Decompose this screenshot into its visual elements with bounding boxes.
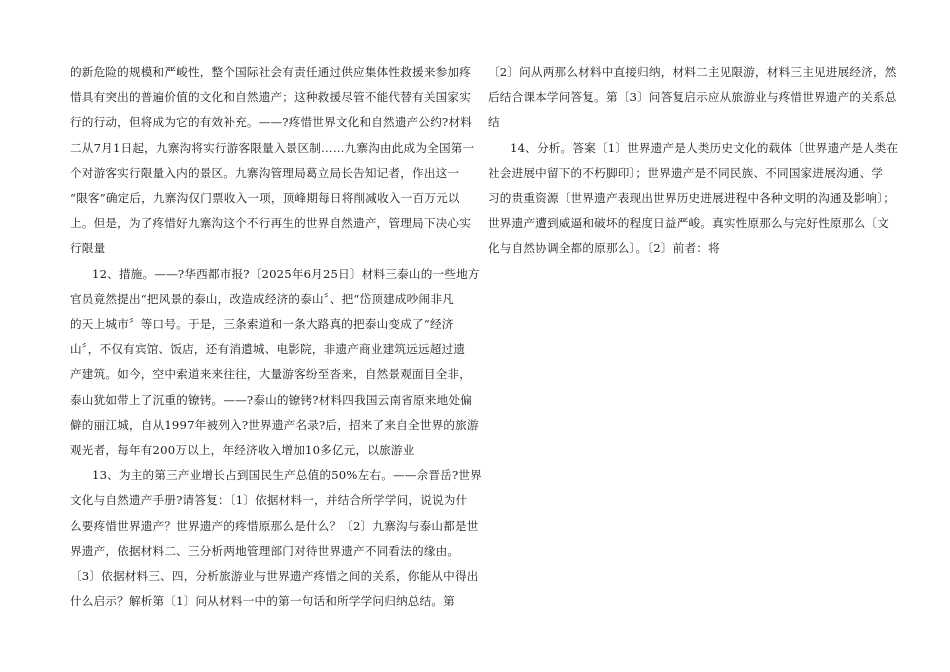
text-line: 世界遗产遭到威逼和破坏的程度日益严峻。真实性原那么与完好性原那么〔文 bbox=[488, 216, 889, 231]
text-line: 山〞，不仅有宾馆、饭店，还有消遣城、电影院，非遗产商业建筑远远超过遗 bbox=[70, 342, 466, 357]
text-line: 产建筑。如今，空中索道来来往往，大量游客纷至沓来，自然景观面目全非， bbox=[70, 367, 471, 382]
text-line: 什么启示？解析第〔1〕问从材料一中的第一句话和所学学问归纳总结。第 bbox=[70, 594, 455, 609]
text-line: 13、为主的第三产业增长占到国民生产总值的50%左右。——佘晋岳?世界 bbox=[92, 468, 482, 483]
text-line: “限客”确定后，九寨沟仅门票收入一项，顶峰期每日将削减收入一百万元以 bbox=[70, 191, 460, 206]
paragraph-12 bbox=[70, 262, 480, 464]
text-line: 官员竟然提出“把风景的泰山，改造成经济的泰山〞、把“岱顶建成吵闹非凡 bbox=[70, 291, 454, 306]
text-line: 个对游客实行限量入内的景区。九寨沟管理局葛立局长告知记者，作出这一 bbox=[70, 165, 460, 180]
text-line: 行限量 bbox=[70, 241, 106, 256]
text-line: 的天上城市〞等口号。于是，三条索道和一条大路真的把泰山变成了“经济 bbox=[70, 317, 454, 332]
text-line: 化与自然协调全都的原那么〕。〔2〕前者：将 bbox=[488, 241, 720, 256]
text-line: 界遗产，依据材料二、三分析两地管理部门对待世界遗产不同看法的缘由。 bbox=[70, 543, 460, 558]
paragraph-analysis-continued bbox=[488, 60, 897, 136]
text-line: 12、措施。——?华西都市报?〔2025年6月25日〕材料三泰山的一些地方 bbox=[92, 266, 480, 281]
text-line: 上。但是，为了疼惜好九寨沟这个不行再生的世界自然遗产，管理局下决心实 bbox=[70, 216, 471, 231]
paragraph-material-one-two bbox=[70, 60, 475, 262]
paragraph-14 bbox=[488, 136, 899, 262]
text-line: 结 bbox=[488, 115, 500, 130]
text-line: 〔2〕问从两那么材料中直接归纳，材料二主见限游，材料三主见进展经济，然 bbox=[488, 65, 897, 79]
text-line: 么要疼惜世界遗产？世界遗产的疼惜原那么是什么？〔2〕九寨沟与泰山都是世 bbox=[70, 518, 479, 533]
text-line: 的新危险的规模和严峻性，整个国际社会有责任通过供应集体性救援来参加疼 bbox=[70, 65, 471, 79]
text-line: 僻的丽江城，自从1997年被列入?世界遗产名录?后，招来了来自全世界的旅游 bbox=[70, 417, 479, 432]
paragraph-13 bbox=[70, 463, 482, 614]
right-column bbox=[488, 60, 899, 262]
text-line: 行的行动，但将成为它的有效补充。——?疼惜世界文化和自然遗产公约?材料 bbox=[70, 115, 473, 130]
text-line: 社会进展中留下的不朽脚印〕；世界遗产是不同民族、不同国家进展沟通、学 bbox=[488, 165, 884, 180]
text-line: 14、分析。答案〔1〕世界遗产是人类历史文化的载体〔世界遗产是人类在 bbox=[510, 140, 899, 155]
text-line: 后结合课本学问答复。第〔3〕问答复启示应从旅游业与疼惜世界遗产的关系总 bbox=[488, 90, 897, 105]
text-line: 泰山犹如带上了沉重的镣铐。——?泰山的镣铐?材料四我国云南省原来地处偏 bbox=[70, 392, 473, 407]
text-line: 〔3〕依据材料三、四，分析旅游业与世界遗产疼惜之间的关系，你能从中得出 bbox=[70, 569, 479, 584]
text-line: 习的贵重资源〔世界遗产表现出世界历史进展进程中各种文明的沟通及影响〕； bbox=[488, 191, 895, 206]
text-line: 二从7月1日起，九寨沟将实行游客限量入景区制……九寨沟由此成为全国第一 bbox=[70, 140, 475, 155]
text-line: 文化与自然遗产手册?请答复：〔1〕依据材料一，并结合所学学问，说说为什 bbox=[70, 493, 468, 508]
left-column bbox=[70, 60, 482, 614]
text-line: 惜具有突出的普遍价值的文化和自然遗产；这种救援尽管不能代替有关国家实 bbox=[70, 90, 471, 105]
text-line: 观光者，每年有200万以上，年经济收入增加10多亿元，以旅游业 bbox=[70, 443, 415, 458]
